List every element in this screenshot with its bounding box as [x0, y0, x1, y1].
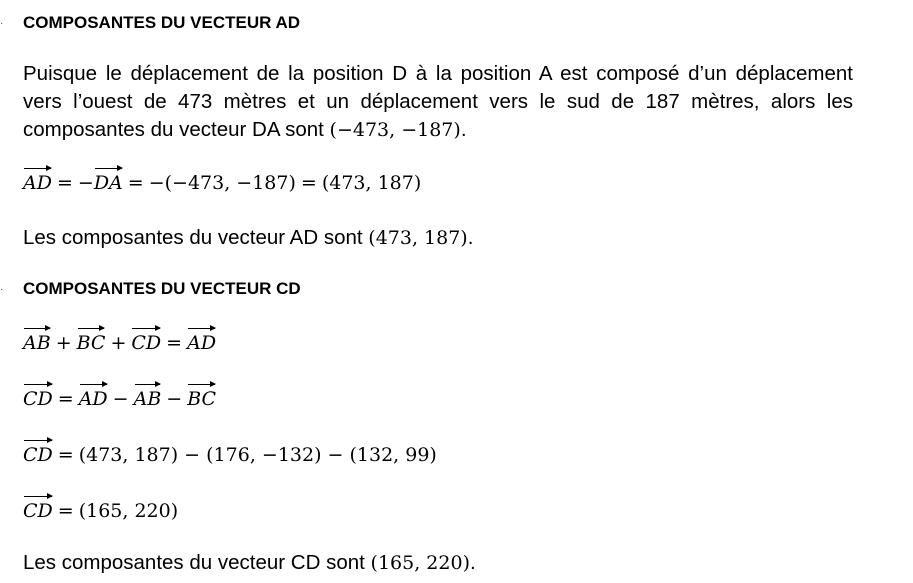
equals-sign: =: [57, 500, 74, 522]
vector-cd: CD: [23, 382, 53, 410]
vector-ad: AD: [79, 382, 108, 410]
equation-cd-4: [23, 494, 178, 522]
bullet-marker-cd: ·: [0, 284, 4, 295]
conclusion-ad: [23, 226, 473, 250]
equation-cd-4-rhs: (165, 220): [78, 500, 179, 522]
equals-sign: =: [300, 172, 317, 194]
conclusion-ad-end: .: [467, 226, 474, 249]
conclusion-ad-math: (473, 187): [368, 227, 468, 249]
equation-cd-3-rhs: (473, 187) − (176, −132) − (132, 99): [78, 444, 437, 466]
conclusion-cd-text: Les composantes du vecteur CD sont: [23, 551, 371, 574]
vector-cd: CD: [23, 438, 53, 466]
equals-sign: =: [57, 388, 74, 410]
minus-sign: −: [112, 388, 129, 410]
minus-sign: −: [166, 388, 183, 410]
equation-cd-2: [23, 382, 216, 410]
vector-cd: CD: [131, 326, 161, 354]
vector-ab: AB: [134, 382, 162, 410]
vector-ab: AB: [23, 326, 51, 354]
equation-result: (473, 187): [321, 172, 422, 194]
vector-cd: CD: [23, 494, 53, 522]
paragraph-line-3-text: composantes du vecteur DA sont: [23, 118, 330, 141]
bullet-marker-ad: ·: [0, 18, 4, 29]
equals-sign: =: [57, 444, 74, 466]
vector-da: DA: [94, 166, 123, 194]
equals-sign: =: [166, 332, 183, 354]
equation-ad: [23, 166, 421, 194]
paragraph-line-3-end: .: [460, 118, 467, 141]
conclusion-ad-text: Les composantes du vecteur AD sont: [23, 226, 369, 249]
equation-expression: −(−473, −187): [148, 172, 296, 194]
equals-sign: =: [56, 172, 73, 194]
equation-cd-3: [23, 438, 437, 466]
paragraph-line-1: Puisque le déplacement de la position D à la position A est composé d’un déplacement: [23, 62, 853, 85]
vector-bc: BC: [187, 382, 216, 410]
plus-sign: +: [55, 332, 72, 354]
vector-ad: AD: [187, 326, 216, 354]
vector-bc: BC: [77, 326, 106, 354]
conclusion-cd-end: .: [469, 551, 476, 574]
conclusion-cd-math: (165, 220): [370, 552, 470, 574]
heading-vector-ad: COMPOSANTES DU VECTEUR AD: [23, 13, 301, 32]
minus-sign: −: [77, 172, 94, 194]
paragraph-line-2: vers l’ouest de 473 mètres et un déplacement vers le sud de 187 mètres, alors les: [23, 90, 853, 113]
paragraph-line-3: [23, 116, 853, 144]
equals-sign: =: [127, 172, 144, 194]
equation-cd-1: [23, 326, 216, 354]
conclusion-cd: [23, 551, 476, 575]
heading-vector-cd: COMPOSANTES DU VECTEUR CD: [23, 279, 301, 298]
paragraph-line-3-math: (−473, −187): [329, 119, 461, 141]
plus-sign: +: [110, 332, 127, 354]
paragraph-displacement: [23, 60, 853, 144]
vector-ad: AD: [23, 166, 52, 194]
